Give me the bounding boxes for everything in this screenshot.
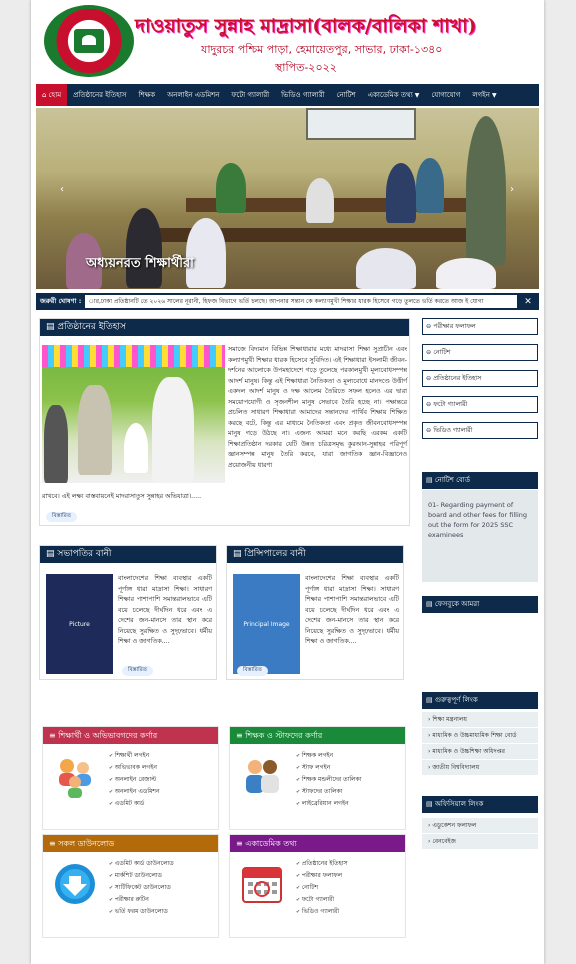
history-detail-button[interactable]: বিস্তারিত (46, 512, 77, 522)
download-icon (53, 862, 97, 906)
sidebar-link-history[interactable]: ⊖ প্রতিষ্ঠানের ইতিহাস (422, 370, 538, 387)
link-teacher-login[interactable]: ✔ শিক্ষক লগইন (296, 750, 361, 762)
list-icon: ▤ (46, 322, 58, 332)
notice-item[interactable]: 01- Regarding payment of board and other fees for filling out the form for 2025 SSC examinees (428, 501, 528, 539)
menu-icon: ≡ (49, 731, 59, 740)
circle-arrow-icon: ⊖ (426, 349, 432, 356)
link-staff-login[interactable]: ✔ স্টাফ লগইন (296, 762, 361, 774)
calendar-icon (240, 862, 284, 906)
chairman-card (39, 545, 217, 680)
site-address: যাদুরচর পশ্চিম পাড়া, হেমায়েতপুর, সাভার, ঢাকা-১৩৪০ (201, 43, 443, 56)
link-certificate-download[interactable]: ✔ সার্টিফিকেট ডাউনলোড (109, 882, 174, 894)
site-header (31, 0, 544, 84)
link-admit-download[interactable]: ✔ এডমিট কার্ড ডাউনলোড (109, 858, 174, 870)
principal-detail-button[interactable]: বিস্তারিত (237, 666, 268, 676)
nav-video-gallery[interactable]: ভিডিও গ্যালারী (281, 91, 325, 99)
history-text-continued: রাখবে। এই লক্ষ্য বাস্তবায়নেই মাদরাসাতুস সুন্নাহর অভিযাত্রা।..... (42, 493, 202, 500)
link-notice[interactable]: ✔ নোটিশ (296, 882, 348, 894)
slide-figure (186, 218, 226, 288)
link-exam-result[interactable]: ✔ পরীক্ষার ফলাফল (296, 870, 348, 882)
site-title: দাওয়াতুস সুন্নাহ মাদ্রাসা(বালক/বালিকা শাখা) (135, 15, 477, 37)
link-dshe[interactable]: › মাধ্যমিক ও উচ্চশিক্ষা অধিদপ্তর (422, 744, 538, 760)
slide-figure (216, 163, 246, 213)
school-logo[interactable] (44, 5, 134, 77)
slide-window (306, 108, 416, 140)
menu-icon: ≡ (236, 731, 246, 740)
ticker-message[interactable]: ার,ঢাকা প্রতিষ্ঠানটি তে ২০২৬ সালের নূরানী, হিফজ বিভাগে ভর্তি চলছে। আপনার সন্তান কে কল্যাণমুখী শিক্ষার ধারক হিসেবে গড়ে তুলতে ভর্তি করতে আজ ই যোগা (85, 295, 517, 308)
slide-figure (436, 258, 496, 289)
nav-login[interactable]: লগইন ▼ (472, 91, 497, 99)
nav-home[interactable]: ⌂ হোম (36, 84, 67, 106)
principal-message: বাংলাদেশের শিক্ষা ব্যবস্থার একটি পূর্ণাঙ্গ ধারা মাদ্রাসা শিক্ষা। সাধারণ শিক্ষার পাশাপাশি সমান্তরালভাবে এটি বয়ে চলেছে দীর্ঘদিন ধরে এবং এ দেশের জন-মানসে তার স্থান করে নিয়েছে সুরক্ষিত ও সুদৃঢ়ভাবে। ধর্মীয় শিক্ষা ও জাগতিক.... (305, 575, 399, 645)
student-guardian-corner (42, 726, 219, 830)
corner-links (109, 750, 160, 810)
nav-contact[interactable]: যোগাযোগ (431, 91, 461, 99)
corner-heading: ≡ শিক্ষক ও স্টাফদের কর্ণার (230, 727, 405, 744)
notice-board-heading: ▤ নোটিশ বোর্ড (422, 472, 538, 489)
list-icon: ▤ (426, 696, 435, 704)
slide-figure (416, 158, 444, 213)
slide-next-button[interactable]: › (510, 184, 514, 195)
sidebar-link-notice[interactable]: ⊖ নোটিশ (422, 344, 538, 361)
link-national-university[interactable]: › জাতীয় বিশ্ববিদ্যালয় (422, 760, 538, 776)
list-icon: ▤ (426, 476, 435, 484)
established-year: স্থাপিত-২০২২ (275, 61, 337, 74)
sidebar-link-photo-gallery[interactable]: ⊖ ফটো গ্যালারী (422, 396, 538, 413)
official-links-heading: ▤ অফিসিয়াল লিংক (422, 796, 538, 813)
link-teacher-list[interactable]: ✔ শিক্ষক মন্ডলীদের তালিকা (296, 774, 361, 786)
nav-academic-info[interactable]: একাডেমিক তথ্য ▼ (367, 91, 420, 99)
list-icon: ▤ (233, 549, 245, 559)
chevron-down-icon: ▼ (491, 92, 497, 99)
academic-info-corner (229, 834, 406, 938)
corner-heading: ≡ সকল ডাউনলোড (43, 835, 218, 852)
principal-card (226, 545, 404, 680)
link-admit-card[interactable]: ✔ এডমিট কার্ড (109, 798, 160, 810)
slide-figure (466, 116, 506, 266)
link-marksheet-download[interactable]: ✔ মার্কশিট ডাউনলোড (109, 870, 174, 882)
link-exam-routine[interactable]: ✔ পরীক্ষার রুটিন (109, 894, 174, 906)
close-icon[interactable]: ✕ (524, 296, 532, 307)
nav-notice[interactable]: নোটিশ (336, 91, 356, 99)
circle-arrow-icon: ⊖ (426, 323, 432, 330)
list-icon: ▤ (426, 600, 435, 608)
official-links-list (422, 818, 538, 850)
corner-links (296, 858, 348, 918)
nav-online-admission[interactable]: অনলাইন এডমিশন (167, 91, 220, 99)
menu-icon: ≡ (49, 839, 59, 848)
slide-caption: অধ্যয়নরত শিক্ষার্থীরা (86, 256, 194, 271)
slide-figure (386, 163, 416, 223)
menu-icon: ≡ (236, 839, 246, 848)
chairman-message: বাংলাদেশের শিক্ষা ব্যবস্থার একটি পূর্ণাঙ্গ ধারা মাদ্রাসা শিক্ষা। সাধারণ শিক্ষার পাশাপাশি সমান্তরালভাবে এটি বয়ে চলেছে দীর্ঘদিন ধরে এবং এ দেশের জন-মানসে তার স্থান করে নিয়েছে সুরক্ষিত ও সুদৃঢ়ভাবে। ধর্মীয় শিক্ষা ও জাগতিক.... (118, 575, 212, 645)
important-links-list (422, 712, 538, 776)
link-guardian-login[interactable]: ✔ অভিভাবক লগইন (109, 762, 160, 774)
sidebar-link-exam-result[interactable]: ⊖ পরীক্ষার ফলাফল (422, 318, 538, 335)
history-text: সমাজে বিদ্যমান বিভিন্ন শিক্ষাধারার মধ্যে মাদরাসা শিক্ষা সুপ্রাচীন এবং কল্যাণমুখী শিক্ষার ধারক হিসেবে সুবিদিত। এই শিক্ষাধারা ইসলামী জীবন-দর্শনের আলোকে উপমহাদেশে গড়ে তুলেছে পরকালমুখী মূল্যবোধসম্পন্ন আদর্শ মানুষ। কিন্তু এই শিক্ষাধারা নৈতিকতা ও মূল্যবোধে মানদণ্ডে উত্তীর্ণ একদল আদর্শ মানুষ ও দক্ষ আলেম তৈরিতে সফল হলেও এর দ্বারা সময়োপযোগী ও সৃজনশীল মানুষ সেভাবে তৈরি হচ্ছে না। পক্ষান্তরে প্রচলিত সাধারণ শিক্ষাধারা আমাদের সন্তানদের পার্থিব শিক্ষায় শিক্ষিত করছে বটে, কিন্তু এর মাধ্যমে নৈতিকতা এবং প্রকৃত জীবনবোধসম্পন্ন মানুষ গড়ে উঠছে না। এজন্য আমরা মনে করছি এরকম একটি শিক্ষাপ্রতিষ্ঠান দরকার যেটি উন্নত চরিত্রসমৃদ্ধ কুরআন-সুন্নাহর পরিপূর্ণ জ্ঞানসম্পন্ন মানুষ তৈরি করবে, যারা জাগতিক জ্ঞান-বিজ্ঞানেও প্রয়োজনীয় ধারণা (228, 346, 407, 469)
corner-heading: ≡ একাডেমিক তথ্য (230, 835, 405, 852)
ticker-label: জরুরী ঘোষণা : (40, 297, 82, 305)
slide-prev-button[interactable]: ‹ (60, 184, 64, 195)
history-photo (42, 345, 225, 483)
corner-links (109, 858, 174, 918)
slide-figure (306, 178, 334, 223)
slide-figure (126, 208, 162, 288)
chairman-heading: ▤ সভাপতির বানী (40, 546, 216, 563)
teachers-icon (240, 754, 284, 798)
history-section (39, 318, 410, 526)
list-icon: ▤ (426, 800, 435, 808)
link-photo-gallery[interactable]: ✔ ফটো গ্যালারী (296, 894, 348, 906)
facebook-heading: ▤ ফেসবুকে আমরা (422, 596, 538, 613)
principal-heading: ▤ প্রিন্সিপালের বানী (227, 546, 403, 563)
notice-board (422, 490, 538, 582)
link-staff-list[interactable]: ✔ স্টাফদের তালিকা (296, 786, 361, 798)
circle-arrow-icon: ⊖ (426, 427, 432, 434)
chairman-detail-button[interactable]: বিস্তারিত (122, 666, 153, 676)
nav-photo-gallery[interactable]: ফটো গ্যালারী (231, 91, 270, 99)
slide-figure (356, 248, 416, 289)
link-education-result[interactable]: › এডুকেশন ফলাফল (422, 818, 538, 834)
circle-arrow-icon: ⊖ (426, 375, 432, 382)
people-icon (53, 754, 97, 798)
link-banbeis[interactable]: › বেনবেইজ (422, 834, 538, 850)
principal-picture: Principal Image (233, 574, 300, 674)
main-nav (36, 84, 539, 106)
chairman-picture: Picture (46, 574, 113, 674)
page (31, 0, 544, 964)
important-links-heading: ▤ গুরুত্বপূর্ণ লিংক (422, 692, 538, 709)
sidebar-link-video-gallery[interactable]: ⊖ ভিডিও গ্যালারী (422, 422, 538, 439)
history-heading: ▤ প্রতিষ্ঠানের ইতিহাস (40, 319, 409, 336)
nav-teachers[interactable]: শিক্ষক (138, 91, 156, 99)
news-ticker (36, 293, 539, 310)
home-icon: ⌂ (42, 91, 49, 99)
list-icon: ▤ (46, 549, 58, 559)
link-admission-form[interactable]: ✔ ভর্তি ফরম ডাউনলোড (109, 906, 174, 918)
corner-heading: ≡ শিক্ষার্থী ও অভিভাবগদের কর্ণার (43, 727, 218, 744)
nav-history[interactable]: প্রতিষ্ঠানের ইতিহাস (73, 91, 127, 99)
teacher-staff-corner (229, 726, 406, 830)
circle-arrow-icon: ⊖ (426, 401, 432, 408)
link-history[interactable]: ✔ প্রতিষ্ঠানের ইতিহাস (296, 858, 348, 870)
link-librarian-login[interactable]: ✔ লাইব্রেরিয়ান লগইন (296, 798, 361, 810)
chevron-down-icon: ▼ (414, 92, 420, 99)
downloads-corner (42, 834, 219, 938)
corner-links (296, 750, 361, 810)
link-online-admission[interactable]: ✔ অনলাইন এডমিশন (109, 786, 160, 798)
image-slider[interactable] (36, 108, 539, 289)
link-education-ministry[interactable]: › শিক্ষা মন্ত্রনালয় (422, 712, 538, 728)
link-video-gallery[interactable]: ✔ ভিডিও গ্যালারী (296, 906, 348, 918)
link-online-result[interactable]: ✔ অনলাইন রেজাল্ট (109, 774, 160, 786)
link-secondary-board[interactable]: › মাধ্যমিক ও উচ্চমাধ্যমিক শিক্ষা বোর্ড (422, 728, 538, 744)
link-student-login[interactable]: ✔ শিক্ষার্থী লগইন (109, 750, 160, 762)
